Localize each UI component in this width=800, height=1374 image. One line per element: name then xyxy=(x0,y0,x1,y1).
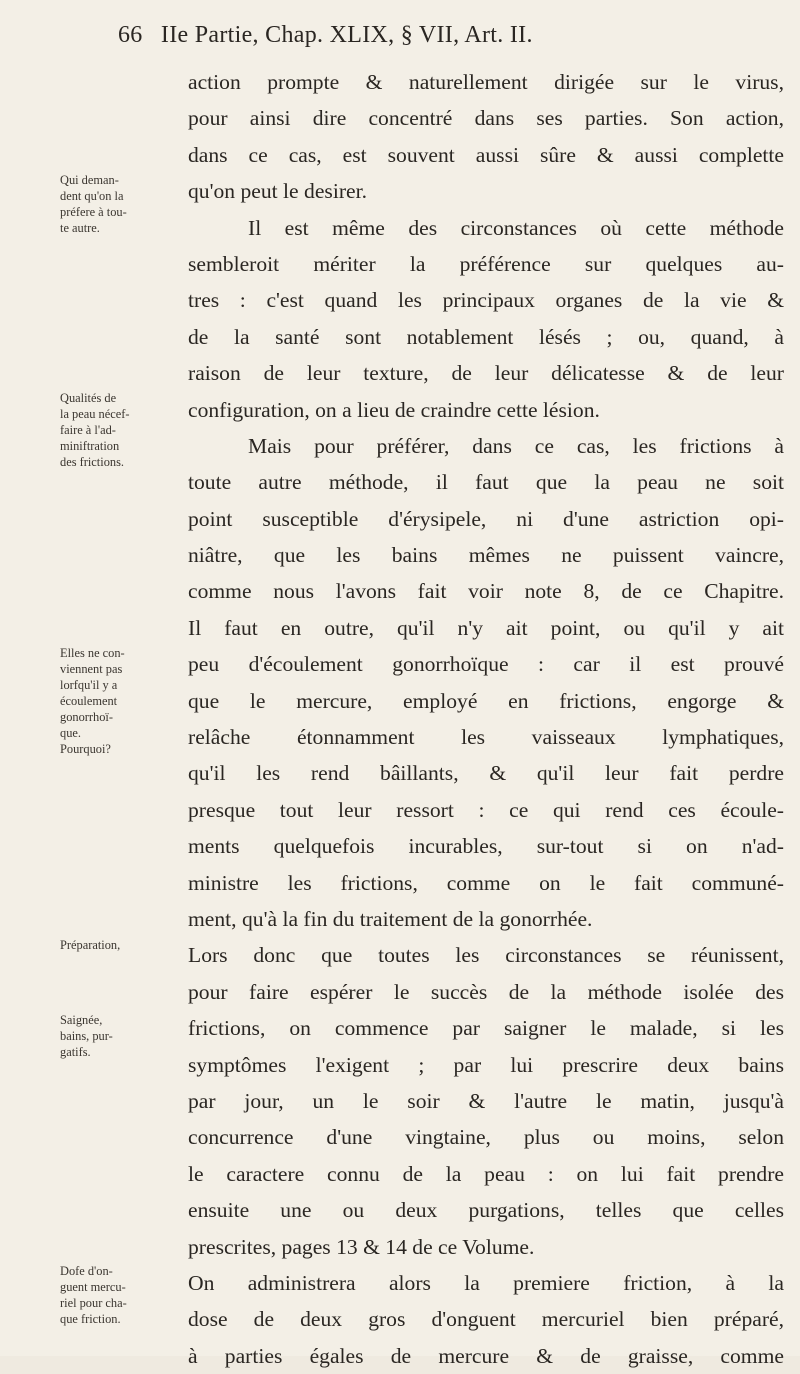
text-line: pour faire espérer le succès de la méthode isolée des xyxy=(188,979,784,1004)
text-line: On administrera alors la premiere friction, à la xyxy=(188,1270,784,1295)
text-line: symptômes l'exigent ; par lui prescrire deux bains xyxy=(188,1052,784,1077)
text-line: peu d'écoulement gonorrhoïque : car il est prouvé xyxy=(188,652,784,677)
text-line: ments quelquefois incurables, sur-tout si on n'ad- xyxy=(188,834,784,859)
text-line: Il est même des circonstances où cette méthode xyxy=(248,215,784,240)
text-line: concurrence d'une vingtaine, plus ou moins, selon xyxy=(188,1125,784,1150)
margin-note: Saignée, bains, pur- gatifs. xyxy=(60,1013,113,1059)
text-line: dose de deux gros d'onguent mercuriel bien préparé, xyxy=(188,1307,784,1332)
page-number: 66 xyxy=(118,22,143,48)
text-line: action prompte & naturellement dirigée sur le virus, xyxy=(188,70,784,94)
text-line: que le mercure, employé en frictions, engorge & xyxy=(188,688,784,713)
text-line: point susceptible d'érysipele, ni d'une astriction opi- xyxy=(188,506,784,531)
text-line: niâtre, que les bains mêmes ne puissent vaincre, xyxy=(188,543,784,568)
text-line: ministre les frictions, comme on le fait communé- xyxy=(188,870,784,895)
text-line: le caractere connu de la peau : on lui fait prendre xyxy=(188,1161,784,1186)
text-line: tres : c'est quand les principaux organes de la vie & xyxy=(188,288,784,313)
text-line: frictions, on commence par saigner le malade, si les xyxy=(188,1016,784,1041)
main-text xyxy=(188,64,784,1374)
text-line: configuration, on a lieu de craindre cette lésion. xyxy=(188,397,600,422)
text-line: ensuite une ou deux purgations, telles que celles xyxy=(188,1198,784,1223)
text-line: dans ce cas, est souvent aussi sûre & aussi complette xyxy=(188,142,784,167)
text-line: presque tout leur ressort : ce qui rend ces écoule- xyxy=(188,797,784,822)
text-line: prescrites, pages 13 & 14 de ce Volume. xyxy=(188,1234,535,1259)
text-line: toute autre méthode, il faut que la peau ne soit xyxy=(188,470,784,495)
text-line: qu'on peut le desirer. xyxy=(188,179,367,204)
text-line: Mais pour préférer, dans ce cas, les frictions à xyxy=(248,433,784,458)
running-title: IIe Partie, Chap. XLIX, § VII, Art. II. xyxy=(160,22,533,48)
text-line: Il faut en outre, qu'il n'y ait point, ou qu'il y ait xyxy=(188,615,784,640)
text-line: à parties égales de mercure & de graisse, comme xyxy=(188,1343,784,1368)
margin-note: Elles ne con- viennent pas lorfqu'il y a écoulement gonorrhoï- que. Pourquoi? xyxy=(60,646,125,756)
text-line: relâche étonnamment les vaisseaux lymphatiques, xyxy=(188,725,784,750)
text-line: pour ainsi dire concentré dans ses parties. Son action, xyxy=(188,106,784,131)
margin-note: Préparation, xyxy=(60,938,121,952)
running-header xyxy=(118,22,778,49)
text-line: raison de leur texture, de leur délicatesse & de leur xyxy=(188,361,784,386)
text-line: par jour, un le soir & l'autre le matin, jusqu'à xyxy=(188,1088,784,1113)
text-line: comme nous l'avons fait voir note 8, de ce Chapitre. xyxy=(188,579,784,604)
text-line: qu'il les rend bâillants, & qu'il leur fait perdre xyxy=(188,761,784,786)
margin-note: Qualités de la peau nécef- faire à l'ad- miniftration des frictions. xyxy=(60,391,130,469)
text-line: sembleroit mériter la préférence sur quelques au- xyxy=(188,251,784,276)
margin-note: Qui deman- dent qu'on la préfere à tou- te autre. xyxy=(60,173,127,235)
text-line: Lors donc que toutes les circonstances se réunissent, xyxy=(188,943,784,968)
text-line: de la santé sont notablement lésés ; ou, quand, à xyxy=(188,324,784,349)
margin-note: Dofe d'on- guent mercu- riel pour cha- que friction. xyxy=(60,1264,127,1326)
text-line: ment, qu'à la fin du traitement de la gonorrhée. xyxy=(188,906,593,931)
